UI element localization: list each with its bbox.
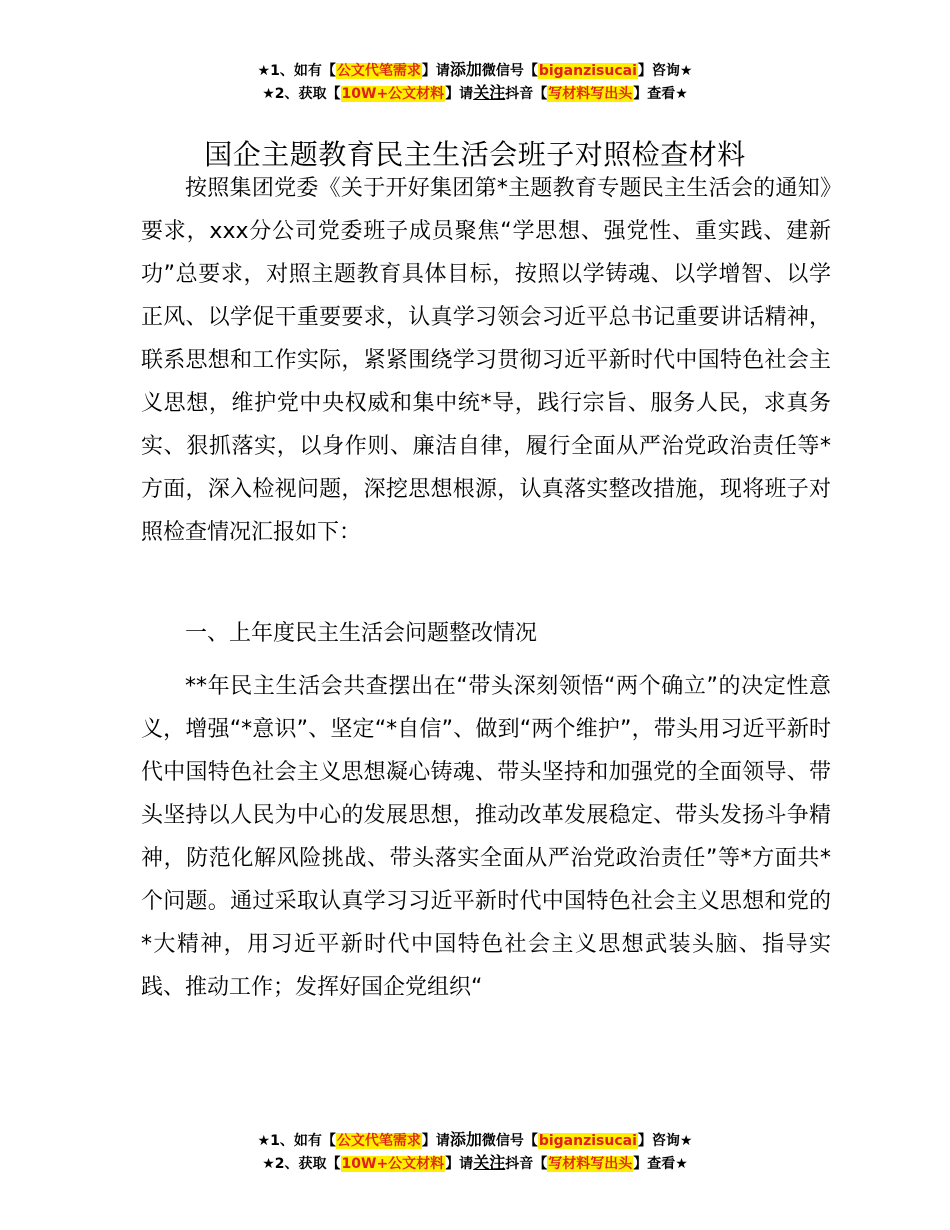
- header-ad-line2-highlight-2: 写材料写出头: [548, 86, 633, 102]
- footer-ad-line2-emphasis: 关注: [473, 1153, 506, 1172]
- header-ad-banner: [0, 59, 950, 105]
- header-ad-line-1: [0, 59, 950, 82]
- header-ad-line2-highlight-1: 10W+公文材料: [341, 86, 445, 102]
- footer-ad-line1-highlight-1: 公文代笔需求: [336, 1133, 421, 1149]
- footer-ad-line1-suffix: 】咨询★: [637, 1133, 693, 1149]
- header-ad-line1-mid-1: 】请: [421, 63, 450, 79]
- footer-ad-line2-suffix: 】查看★: [633, 1156, 688, 1172]
- header-ad-line1-emphasis: 添加: [449, 60, 482, 79]
- document-body-section-1: [141, 665, 831, 1009]
- footer-ad-line2-highlight-2: 写材料写出头: [548, 1156, 633, 1172]
- footer-ad-line1-prefix: ★1、如有【: [257, 1133, 336, 1149]
- intro-paragraph: 按照集团党委《关于开好集团第*主题教育专题民主生活会的通知》要求，xxx分公司党委班子成员聚焦“学思想、强党性、重实践、建新功”总要求，对照主题教育具体目标，按照以学铸魂、以学增智、以学正风、以学促干重要要求，认真学习领会习近平总书记重要讲话精神，联系思想和工作实际，紧紧围绕学习贯彻习近平新时代中国特色社会主义思想，维护党中央权威和集中统*导，践行宗旨、服务人民，求真务实、狠抓落实，以身作则、廉洁自律，履行全面从严治党政治责任等*方面，深入检视问题，深挖思想根源，认真落实整改措施，现将班子对照检查情况汇报如下：: [141, 176, 831, 545]
- footer-ad-line2-mid-1: 】请: [445, 1156, 474, 1172]
- document-section-heading: [141, 612, 831, 655]
- footer-ad-line1-mid-2: 微信号【: [481, 1133, 538, 1149]
- header-ad-line1-highlight-2: biganzisucai: [538, 63, 637, 79]
- footer-ad-line2-prefix: ★2、获取【: [262, 1156, 341, 1172]
- footer-ad-line-2: [0, 1152, 950, 1175]
- header-ad-line1-suffix: 】咨询★: [637, 63, 693, 79]
- header-ad-line2-mid-2: 抖音【: [505, 86, 548, 102]
- header-ad-line2-mid-1: 】请: [445, 86, 474, 102]
- section-heading-1: 一、上年度民主生活会问题整改情况: [185, 621, 538, 646]
- footer-ad-banner: [0, 1129, 950, 1175]
- header-ad-line1-highlight-1: 公文代笔需求: [336, 63, 421, 79]
- footer-ad-line1-emphasis: 添加: [449, 1130, 482, 1149]
- header-ad-line-2: [0, 82, 950, 105]
- footer-ad-line-1: [0, 1129, 950, 1152]
- header-ad-line2-suffix: 】查看★: [633, 86, 688, 102]
- footer-ad-line1-highlight-2: biganzisucai: [538, 1133, 637, 1149]
- section-1-paragraph: **年民主生活会共查摆出在“带头深刻领悟“两个确立”的决定性意义，增强“*意识”、坚定“*自信”、做到“两个维护”，带头用习近平新时代中国特色社会主义思想凝心铸魂、带头坚持和加强党的全面领导、带头坚持以人民为中心的发展思想，推动改革发展稳定、带头发扬斗争精神，防范化解风险挑战、带头落实全面从严治党政治责任”等*方面共*个问题。通过采取认真学习习近平新时代中国特色社会主义思想和党的*大精神，用习近平新时代中国特色社会主义思想武装头脑、指导实践、推动工作；发挥好国企党组织“: [141, 674, 831, 1000]
- document-title: 国企主题教育民主生活会班子对照检查材料: [204, 137, 746, 171]
- header-ad-line2-emphasis: 关注: [473, 83, 506, 102]
- footer-ad-line2-highlight-1: 10W+公文材料: [341, 1156, 445, 1172]
- footer-ad-line2-mid-2: 抖音【: [505, 1156, 548, 1172]
- header-ad-line1-mid-2: 微信号【: [481, 63, 538, 79]
- header-ad-line1-prefix: ★1、如有【: [257, 63, 336, 79]
- header-ad-line2-prefix: ★2、获取【: [262, 86, 341, 102]
- document-body-section-intro: [141, 167, 831, 554]
- footer-ad-line1-mid-1: 】请: [421, 1133, 450, 1149]
